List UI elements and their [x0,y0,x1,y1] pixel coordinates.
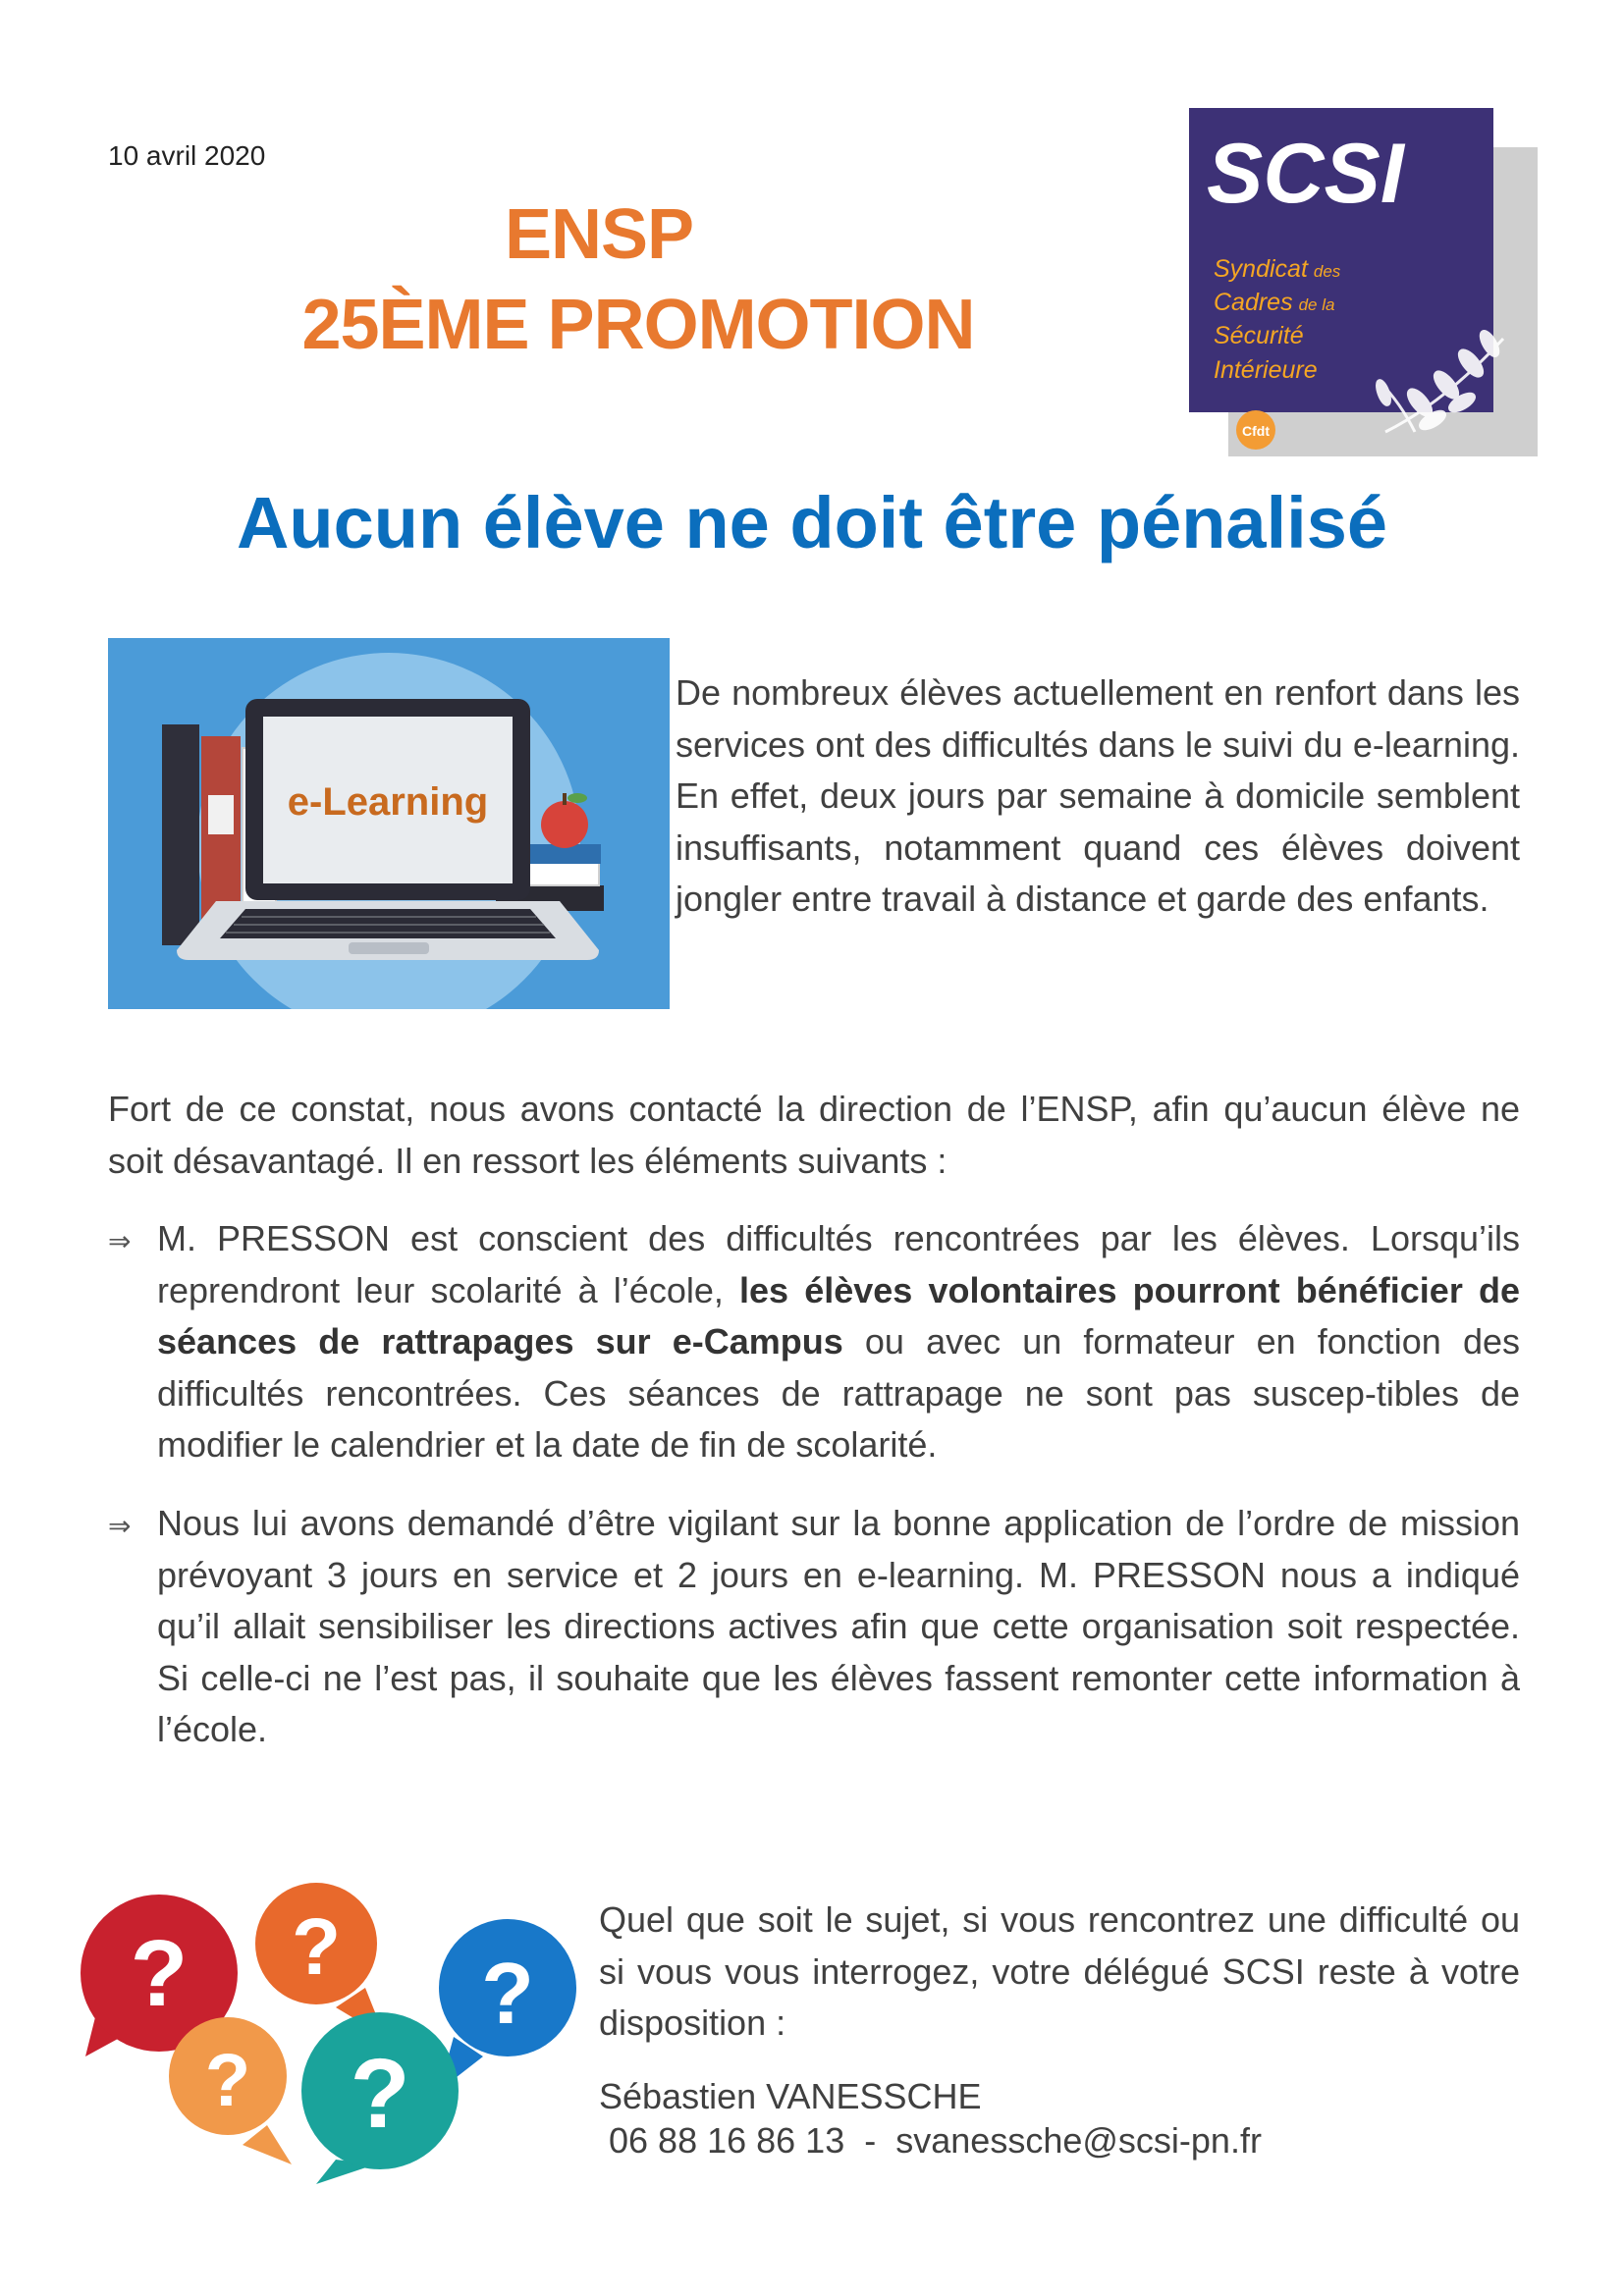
logo-word-syndicat: Syndicat [1214,255,1308,283]
intro-paragraph: De nombreux élèves actuellement en renfort dans les services ont des difficultés dans le suivi du e-learning. En effet, deux jours par semaine à domicile semblent insuffisants, notamment quand ces élèves doivent jongler entre travail à distance et garde des enfants. [676,672,1520,919]
document-date: 10 avril 2020 [108,140,266,171]
light-orange-question-bubble-icon [169,2017,292,2164]
teal-question-bubble-icon [301,2012,459,2184]
contact-phone: 06 88 16 86 13 [609,2120,845,2161]
cfdt-label: Cfdt [1242,423,1270,439]
logo-acronym: SCSI [1207,127,1404,221]
bullet-1-part2: ou avec un formateur en fonction des difficultés rencontrées. Ces séances de rattrapage ne sont pas suscep-tibles de modifier le calendrier et la date de fin de scolarité. [157,1321,1520,1465]
arrow-icon: ⇒ [108,1226,132,1256]
bullet-1-text [157,1213,1520,1471]
svg-text:?: ? [350,2039,410,2149]
contact-email[interactable]: svanessche@scsi-pn.fr [895,2120,1262,2161]
headline: Aucun élève ne doit être pénalisé [236,482,1388,563]
logo-word-securite: Sécurité [1214,322,1304,349]
title-line-2: 25ÈME PROMOTION [301,286,975,364]
contact-name: Sébastien VANESSCHE [599,2076,982,2116]
bullet-2-text: Nous lui avons demandé d’être vigilant sur la bonne application de l’ordre de mission prévoyant 3 jours en service et 2 jours en e-learning. M. PRESSON nous a indiqué qu’il allait sensibiliser les directions actives afin que cette organisation soit respectée. Si celle-ci ne l’est pas, il souhaite que les élèves fassent remonter cette information à l’école. [157,1503,1520,1749]
logo-word-cadres: Cadres [1214,289,1293,316]
svg-text:?: ? [291,1902,342,1992]
bullet-1-part1: M. PRESSON est conscient des difficultés rencontrées par les élèves. Lorsqu’ils reprendront leur scolarité à l’école, [157,1218,1520,1310]
contact-details [609,2120,1262,2162]
screen-text: e-Learning [287,780,489,824]
elearning-illustration [108,638,670,1009]
logo-word-interieure: Intérieure [1214,356,1318,384]
question-bubbles-illustration [71,1880,591,2184]
svg-text:?: ? [130,1921,189,2026]
logo-word-des: des [1313,262,1341,281]
contact-separator: - [864,2120,877,2161]
blue-question-bubble-icon [439,1919,576,2091]
contact-paragraph: Quel que soit le sujet, si vous rencontrez une difficulté ou si vous vous interrogez, votre délégué SCSI reste à votre disposition : [599,1899,1520,2043]
svg-text:?: ? [481,1945,534,2042]
svg-text:?: ? [204,2039,251,2122]
arrow-icon: ⇒ [108,1511,132,1541]
constat-paragraph: Fort de ce constat, nous avons contacté la direction de l’ENSP, afin qu’aucun élève ne soit désavantagé. Il en ressort les éléments suivants : [108,1089,1520,1181]
logo-word-dela: de la [1298,295,1335,314]
bullet-1-bold: les élèves volontaires pourront bénéficier de séances de rattrapages sur e-Campus [157,1269,1520,1362]
scsi-logo [1189,108,1538,456]
title-line-1: ENSP [504,195,694,274]
